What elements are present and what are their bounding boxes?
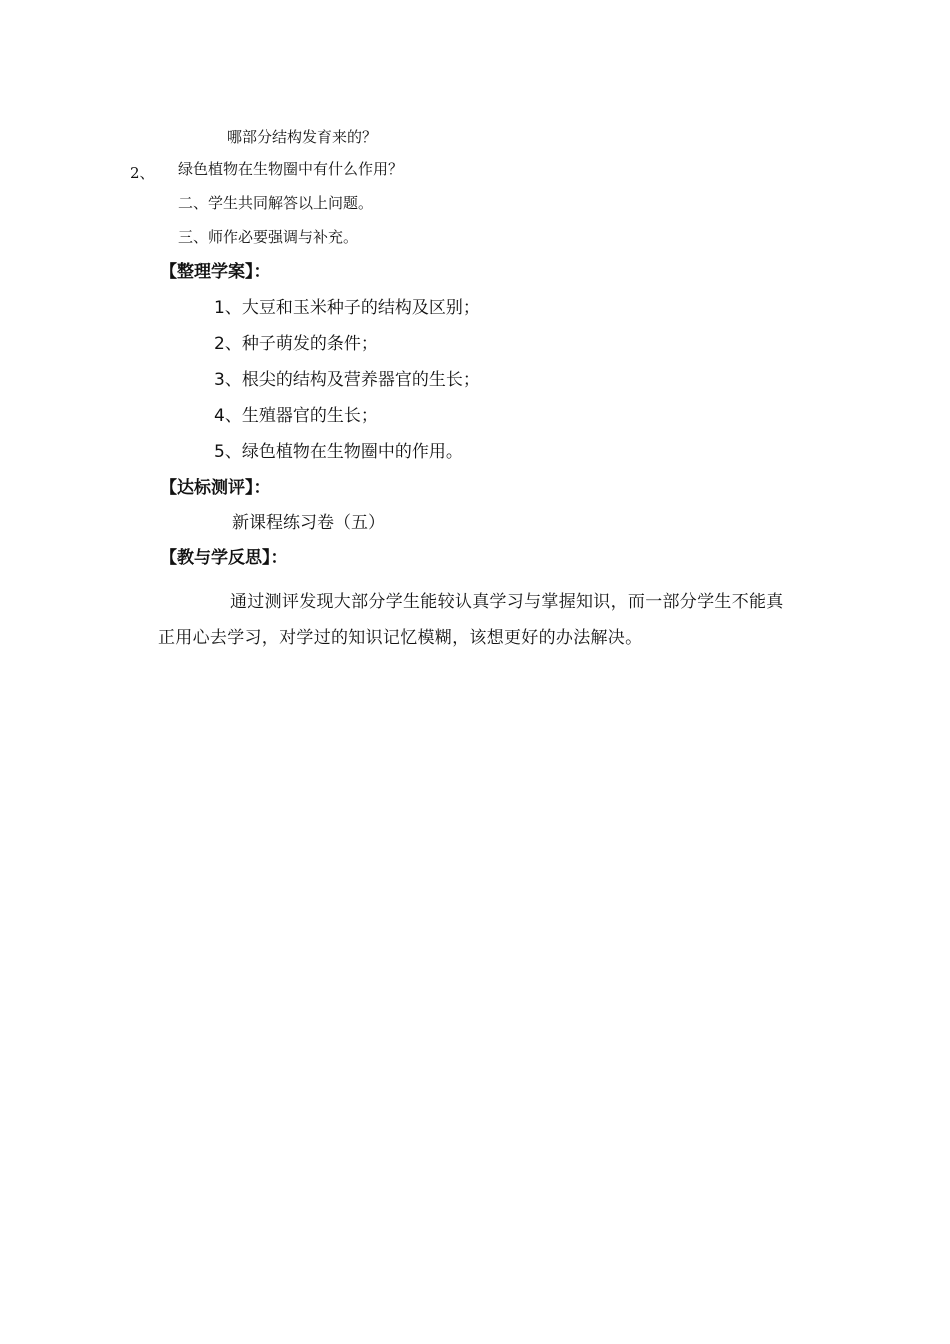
organize-item: 1、大豆和玉米种子的结构及区别； [214,298,480,318]
organize-item: 3、根尖的结构及营养器官的生长； [214,370,480,390]
organize-item: 4、生殖器官的生长； [214,406,378,426]
organize-item: 5、绿色植物在生物圈中的作用。 [214,442,463,462]
assessment-text: 新课程练习卷（五） [232,513,385,533]
assessment-heading: 【达标测评】： [160,478,271,498]
step-3-text: 三、师作必要强调与补充。 [178,228,359,246]
step-2-text: 二、学生共同解答以上问题。 [178,194,374,212]
question-2-number: 2、 [130,164,155,182]
reflection-paragraph: 通过测评发现大部分学生能较认真学习与掌握知识，而一部分学生不能真正用心去学习，对学过的知识记忆模糊，该想更好的办法解决。 [158,592,784,648]
question-continuation-text: 哪部分结构发育来的？ [227,128,378,146]
reflection-heading: 【教与学反思】： [160,548,288,568]
organize-heading: 【整理学案】： [160,262,271,282]
question-2-text: 绿色植物在生物圈中有什么作用？ [178,160,404,178]
organize-item: 2、种子萌发的条件； [214,334,378,354]
